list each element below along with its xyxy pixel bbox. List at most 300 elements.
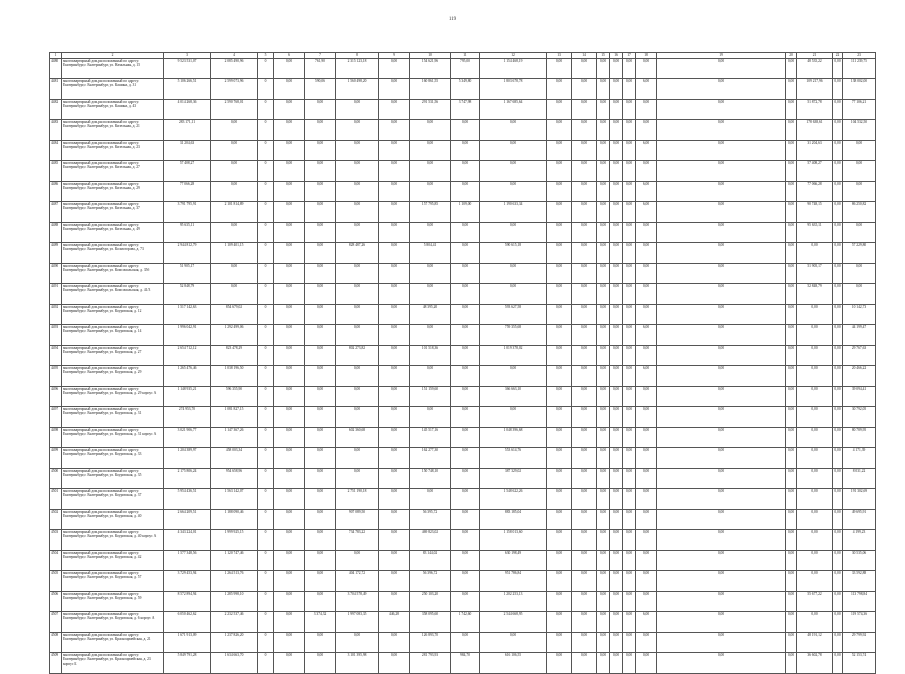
value-cell: 0,00	[797, 530, 833, 551]
value-cell: 0,00	[833, 58, 843, 79]
value-cell: 1 577 348,56	[164, 550, 211, 571]
value-cell: 0,00	[379, 530, 410, 551]
value-cell: 0,00	[657, 448, 786, 469]
value-cell: 1 264 513,76	[211, 571, 258, 592]
column-number-cell: 14	[572, 53, 597, 59]
row-number-cell: 4509	[50, 653, 62, 674]
value-cell: 157 795,85	[410, 202, 451, 223]
value-cell: 0,00	[572, 222, 597, 243]
value-cell: 2 232 537,46	[211, 612, 258, 633]
value-cell: 0,00	[379, 571, 410, 592]
value-cell: 0,00	[547, 161, 572, 182]
value-cell: 0,00	[610, 222, 623, 243]
column-number-cell: 6	[274, 53, 305, 59]
value-cell: 0	[258, 263, 274, 284]
value-cell: 0,00	[610, 632, 623, 653]
value-cell: 0,00	[597, 345, 610, 366]
value-cell: 0,00	[572, 571, 597, 592]
value-cell: 0,00	[547, 427, 572, 448]
value-cell: 0,00	[572, 202, 597, 223]
value-cell: 0,00	[451, 181, 480, 202]
value-cell: 0,00	[843, 161, 876, 182]
value-cell: 0,00	[833, 448, 843, 469]
value-cell: 0,00	[451, 550, 480, 571]
value-cell: 291 531,56	[410, 99, 451, 120]
value-cell: 0,00	[786, 58, 797, 79]
value-cell: 1 634 663,70	[211, 653, 258, 674]
value-cell: 0,00	[623, 222, 636, 243]
value-cell: 458 003,34	[211, 448, 258, 469]
table-row	[50, 448, 876, 469]
value-cell: 0,00	[572, 243, 597, 264]
value-cell: 0,00	[572, 345, 597, 366]
value-cell: 0,00	[636, 632, 657, 653]
value-cell: 2 664 209,51	[164, 509, 211, 530]
value-cell: 0,00	[410, 489, 451, 510]
value-cell: 0,00	[451, 509, 480, 530]
value-cell: 48 191,12	[797, 632, 833, 653]
value-cell: 0,00	[797, 571, 833, 592]
value-cell: 0,00	[379, 427, 410, 448]
value-cell: 0,00	[547, 304, 572, 325]
value-cell: 0,00	[274, 632, 305, 653]
value-cell: 0,00	[657, 489, 786, 510]
value-cell: 0,00	[610, 653, 623, 674]
value-cell: 0,00	[610, 550, 623, 571]
value-cell: 0,00	[379, 366, 410, 387]
value-cell: 0,00	[305, 99, 336, 120]
value-cell: 0,00	[623, 489, 636, 510]
value-cell: 0,00	[610, 202, 623, 223]
value-cell: 29 799,92	[843, 632, 876, 653]
value-cell: 0,00	[786, 489, 797, 510]
value-cell: 0	[258, 386, 274, 407]
value-cell: 0,00	[336, 161, 379, 182]
value-cell: 0,00	[410, 181, 451, 202]
value-cell: 0,00	[623, 386, 636, 407]
value-cell: 0,00	[657, 222, 786, 243]
value-cell: 0,00	[547, 345, 572, 366]
address-cell: многоквартирный дом,расположенный по адресу: Екатеринбург,г. Екатеринбург, ул. Коуровская, д. 14	[62, 325, 164, 346]
value-cell: 0	[258, 325, 274, 346]
value-cell: 5 349,80	[451, 79, 480, 100]
value-cell: 0,00	[547, 448, 572, 469]
value-cell: 0,00	[451, 407, 480, 428]
value-cell: 0,00	[336, 284, 379, 305]
value-cell: 77 066,28	[797, 181, 833, 202]
value-cell: 0,00	[305, 202, 336, 223]
table-row	[50, 407, 876, 428]
value-cell: 0,00	[786, 591, 797, 612]
value-cell: 0,00	[786, 530, 797, 551]
value-cell: 0,00	[657, 468, 786, 489]
value-cell: 0,00	[623, 263, 636, 284]
value-cell: 0,00	[610, 571, 623, 592]
value-cell: 446,28	[379, 612, 410, 633]
value-cell: 6,00	[636, 325, 657, 346]
value-cell: 0,00	[786, 243, 797, 264]
value-cell: 0	[258, 79, 274, 100]
value-cell: 761,90	[305, 58, 336, 79]
value-cell: 0,00	[833, 79, 843, 100]
address-cell: многоквартирный дом,расположенный по адресу: Екатеринбург,г. Екатеринбург, ул. Коуровская, д. 35	[62, 468, 164, 489]
address-cell: многоквартирный дом,расположенный по адресу: Екатеринбург,г. Екатеринбург, ул. Кизельная, д. 21	[62, 120, 164, 141]
value-cell: 8 031,22	[843, 468, 876, 489]
value-cell: 95 635,11	[797, 222, 833, 243]
value-cell: 0,00	[410, 325, 451, 346]
value-cell: 0,00	[833, 386, 843, 407]
value-cell: 0,00	[843, 263, 876, 284]
value-cell: 0,00	[833, 325, 843, 346]
value-cell: 0,00	[274, 366, 305, 387]
value-cell: 0,00	[274, 489, 305, 510]
value-cell: 77 066,28	[164, 181, 211, 202]
value-cell: 0,00	[211, 120, 258, 141]
value-cell: 2 590 768,01	[211, 99, 258, 120]
value-cell: 0,00	[833, 509, 843, 530]
value-cell: 0	[258, 468, 274, 489]
row-number-cell: 4502	[50, 509, 62, 530]
value-cell: 0,00	[547, 489, 572, 510]
value-cell: 0,00	[211, 140, 258, 161]
value-cell: 0,00	[379, 263, 410, 284]
value-cell: 0,00	[451, 284, 480, 305]
address-cell: многоквартирный дом,расположенный по адресу: Екатеринбург,г. Екатеринбург, ул. Кизельная, д. 23	[62, 140, 164, 161]
value-cell: 3 374,32	[305, 612, 336, 633]
value-cell: 48 535,22	[797, 58, 833, 79]
row-number-cell: 4481	[50, 79, 62, 100]
value-cell: 0,00	[610, 58, 623, 79]
value-cell: 0,00	[572, 58, 597, 79]
value-cell: 0,00	[597, 448, 610, 469]
value-cell: 0,00	[572, 407, 597, 428]
value-cell: 0,00	[623, 58, 636, 79]
value-cell: 0,00	[572, 612, 597, 633]
value-cell: 0,00	[572, 550, 597, 571]
value-cell: 151 159,60	[410, 386, 451, 407]
value-cell: 0,00	[786, 202, 797, 223]
value-cell: 126 893,70	[410, 632, 451, 653]
value-cell: 0,00	[547, 407, 572, 428]
value-cell: 104 532,50	[843, 120, 876, 141]
value-cell: 0,00	[547, 509, 572, 530]
row-number-cell: 4499	[50, 448, 62, 469]
value-cell: 0,00	[379, 653, 410, 674]
value-cell: 145 517,16	[410, 427, 451, 448]
value-cell: 95 635,11	[164, 222, 211, 243]
value-cell: 0,00	[336, 202, 379, 223]
value-cell: 0,00	[636, 407, 657, 428]
value-cell: 0,00	[623, 181, 636, 202]
row-number-cell: 4485	[50, 161, 62, 182]
value-cell: 0	[258, 591, 274, 612]
value-cell: 0,00	[610, 263, 623, 284]
value-cell: 0,00	[305, 161, 336, 182]
row-number-cell: 4487	[50, 202, 62, 223]
value-cell: 0,00	[786, 284, 797, 305]
value-cell: 2 315 123,18	[336, 58, 379, 79]
value-cell: 1 265 476,46	[164, 366, 211, 387]
value-cell: 0,00	[274, 140, 305, 161]
value-cell: 0	[258, 509, 274, 530]
value-cell: 0,00	[597, 509, 610, 530]
value-cell: 0,00	[547, 99, 572, 120]
row-number-cell: 4491	[50, 284, 62, 305]
value-cell: 0,00	[451, 140, 480, 161]
value-cell: 0,00	[833, 161, 843, 182]
value-cell: 5 849 791,28	[164, 653, 211, 674]
value-cell: 0,00	[451, 304, 480, 325]
value-cell: 55 677,22	[797, 591, 833, 612]
row-number-cell: 4501	[50, 489, 62, 510]
value-cell: 0,00	[657, 632, 786, 653]
value-cell: 0,00	[379, 181, 410, 202]
value-cell: 0,00	[379, 99, 410, 120]
value-cell: 1 167 685,64	[480, 99, 547, 120]
value-cell: 0,00	[451, 386, 480, 407]
value-cell: 0,00	[547, 653, 572, 674]
row-number-cell: 4507	[50, 612, 62, 633]
value-cell: 2 751 190,18	[336, 489, 379, 510]
value-cell: 0,00	[843, 181, 876, 202]
value-cell: 0,00	[833, 632, 843, 653]
value-cell: 178 638,61	[797, 120, 833, 141]
value-cell: 0,00	[833, 653, 843, 674]
value-cell: 0,00	[833, 468, 843, 489]
value-cell: 0,00	[636, 550, 657, 571]
row-number-cell: 4483	[50, 120, 62, 141]
value-cell: 0,00	[336, 304, 379, 325]
value-cell: 0,00	[480, 284, 547, 305]
value-cell: 0,00	[336, 222, 379, 243]
value-cell: 0,00	[610, 161, 623, 182]
value-cell: 0,00	[597, 222, 610, 243]
value-cell: 0,00	[786, 79, 797, 100]
value-cell: 823 478,29	[211, 345, 258, 366]
value-cell: 0,00	[623, 427, 636, 448]
value-cell: 0,00	[480, 161, 547, 182]
value-cell: 0,00	[636, 386, 657, 407]
value-cell: 0,00	[336, 468, 379, 489]
value-cell: 0,00	[623, 509, 636, 530]
value-cell: 0,00	[657, 243, 786, 264]
address-cell: многоквартирный дом,расположенный по адресу: Екатеринбург,г. Екатеринбург, ул. Кашина, д. 31	[62, 79, 164, 100]
value-cell: 0,00	[597, 120, 610, 141]
value-cell: 0,00	[572, 386, 597, 407]
value-cell: 0,00	[786, 468, 797, 489]
value-cell: 0,00	[572, 591, 597, 612]
value-cell: 0,00	[572, 632, 597, 653]
value-cell: 0,00	[833, 571, 843, 592]
value-cell: 0,00	[610, 120, 623, 141]
value-cell: 0,00	[547, 530, 572, 551]
value-cell: 0,00	[274, 284, 305, 305]
column-number-cell: 15	[597, 53, 610, 59]
value-cell: 4 014 268,36	[164, 99, 211, 120]
value-cell: 0,00	[786, 509, 797, 530]
value-cell: 0,00	[636, 530, 657, 551]
value-cell: 0,00	[610, 386, 623, 407]
value-cell: 0,00	[623, 530, 636, 551]
value-cell: 0,00	[786, 222, 797, 243]
value-cell: 0,00	[274, 448, 305, 469]
value-cell: 0,00	[597, 58, 610, 79]
value-cell: 0,00	[833, 181, 843, 202]
row-number-cell: 4495	[50, 366, 62, 387]
value-cell: 0,00	[786, 345, 797, 366]
value-cell: 0,00	[657, 571, 786, 592]
value-cell: 0,00	[305, 550, 336, 571]
value-cell: 0,00	[636, 161, 657, 182]
value-cell: 0,00	[786, 632, 797, 653]
value-cell: 0,00	[547, 612, 572, 633]
address-cell: многоквартирный дом,расположенный по адресу: Екатеринбург,г. Екатеринбург, ул. Кизельная, д. 27	[62, 161, 164, 182]
value-cell: 0,00	[597, 263, 610, 284]
value-cell: 1 048 396,68	[480, 427, 547, 448]
value-cell: 1 285 998,10	[211, 591, 258, 612]
value-cell: 0,00	[451, 448, 480, 469]
value-cell: 0,00	[547, 79, 572, 100]
value-cell: 0,00	[274, 202, 305, 223]
value-cell: 0,00	[597, 530, 610, 551]
value-cell: 1 671 913,09	[164, 632, 211, 653]
column-number-cell: 19	[657, 53, 786, 59]
value-cell: 0,00	[786, 263, 797, 284]
value-cell: 113 798,84	[843, 591, 876, 612]
value-cell: 0	[258, 243, 274, 264]
value-cell: 0,00	[211, 161, 258, 182]
value-cell: 0,00	[833, 140, 843, 161]
value-cell: 30 792,05	[843, 407, 876, 428]
value-cell: 0,00	[274, 222, 305, 243]
value-cell: 2 175 806,24	[164, 468, 211, 489]
value-cell: 36 602,78	[797, 653, 833, 674]
value-cell: 0,00	[379, 489, 410, 510]
row-number-cell: 4488	[50, 222, 62, 243]
value-cell: 0,00	[379, 509, 410, 530]
value-cell: 0,00	[379, 202, 410, 223]
value-cell: 0,00	[572, 263, 597, 284]
value-cell: 0,00	[843, 222, 876, 243]
value-cell: 0,00	[623, 468, 636, 489]
value-cell: 0,00	[379, 386, 410, 407]
value-cell: 0,00	[833, 530, 843, 551]
value-cell: 0,00	[636, 591, 657, 612]
value-cell: 0,00	[597, 284, 610, 305]
value-cell: 0,00	[336, 632, 379, 653]
register-table	[49, 52, 876, 674]
value-cell: 0,00	[379, 325, 410, 346]
value-cell: 0,00	[451, 345, 480, 366]
value-cell: 0,00	[597, 489, 610, 510]
value-cell: 0,00	[305, 591, 336, 612]
value-cell: 0,00	[305, 509, 336, 530]
value-cell: 0,00	[211, 181, 258, 202]
value-cell: 9 523 531,07	[164, 58, 211, 79]
value-cell: 0,00	[274, 243, 305, 264]
value-cell: 0,00	[572, 284, 597, 305]
column-number-cell: 2	[62, 53, 164, 59]
value-cell: 138 002,00	[843, 79, 876, 100]
value-cell: 0,00	[211, 263, 258, 284]
value-cell: 0,00	[274, 530, 305, 551]
value-cell: 0,00	[305, 489, 336, 510]
value-cell: 0,00	[636, 448, 657, 469]
value-cell: 0,00	[636, 468, 657, 489]
value-cell: 0,00	[636, 489, 657, 510]
value-cell: 0,00	[211, 284, 258, 305]
value-cell: 56 396,72	[410, 571, 451, 592]
value-cell: 119 574,36	[843, 612, 876, 633]
value-cell: 0,00	[786, 407, 797, 428]
value-cell: 0,00	[274, 591, 305, 612]
address-cell: многоквартирный дом,расположенный по адресу: Екатеринбург,г. Екатеринбург, ул. Коуровская, д. 6 корпус А	[62, 612, 164, 633]
table-row	[50, 304, 876, 325]
value-cell: 0,00	[572, 366, 597, 387]
table-row	[50, 345, 876, 366]
value-cell: 39 094,41	[843, 386, 876, 407]
value-cell: 0,00	[657, 427, 786, 448]
value-cell: 0,00	[597, 571, 610, 592]
value-cell: 0,00	[480, 222, 547, 243]
value-cell: 2 654 712,12	[164, 345, 211, 366]
value-cell: 0,00	[797, 407, 833, 428]
value-cell: 86 250,82	[843, 202, 876, 223]
table-row	[50, 243, 876, 264]
value-cell: 404 172,72	[336, 571, 379, 592]
value-cell: 0,00	[610, 99, 623, 120]
value-cell: 0,00	[636, 509, 657, 530]
address-cell: многоквартирный дом,расположенный по адресу: Екатеринбург,г. Екатеринбург, ул. Кизельная, д. 37	[62, 202, 164, 223]
value-cell: 0,00	[274, 612, 305, 633]
value-cell: 0,00	[547, 120, 572, 141]
value-cell: 0,00	[833, 202, 843, 223]
table-row	[50, 632, 876, 653]
value-cell: 0,00	[274, 99, 305, 120]
value-cell: 0,00	[623, 571, 636, 592]
value-cell: 0,00	[786, 120, 797, 141]
table-row	[50, 202, 876, 223]
value-cell: 0,00	[379, 120, 410, 141]
column-number-cell: 18	[636, 53, 657, 59]
value-cell: 6,00	[636, 140, 657, 161]
value-cell: 0,00	[657, 284, 786, 305]
value-cell: 0,00	[623, 591, 636, 612]
table-row	[50, 386, 876, 407]
column-number-cell: 22	[833, 53, 843, 59]
value-cell: 0,00	[451, 489, 480, 510]
value-cell: 0,00	[833, 550, 843, 571]
value-cell: 2 944 812,79	[164, 243, 211, 264]
table-row	[50, 284, 876, 305]
value-cell: 0,00	[274, 263, 305, 284]
column-number-cell: 20	[786, 53, 797, 59]
value-cell: 0,00	[480, 366, 547, 387]
value-cell: 0,00	[833, 284, 843, 305]
value-cell: 1 120 747,46	[211, 550, 258, 571]
value-cell: 52 848,79	[164, 284, 211, 305]
value-cell: 150 748,10	[410, 468, 451, 489]
table-row	[50, 612, 876, 633]
value-cell: 0,00	[379, 407, 410, 428]
value-cell: 0,00	[636, 263, 657, 284]
value-cell: 0,00	[610, 407, 623, 428]
value-cell: 0,00	[657, 325, 786, 346]
address-cell: многоквартирный дом,расположенный по адресу: Екатеринбург,г. Екатеринбург, ул. Коуровская, д. 29 корпус А	[62, 386, 164, 407]
address-cell: многоквартирный дом,расположенный по адресу: Екатеринбург,г. Екатеринбург, ул. Комсомольская, д. 41/3	[62, 284, 164, 305]
column-number-cell: 3	[164, 53, 211, 59]
value-cell: 1 999 925,15	[211, 530, 258, 551]
